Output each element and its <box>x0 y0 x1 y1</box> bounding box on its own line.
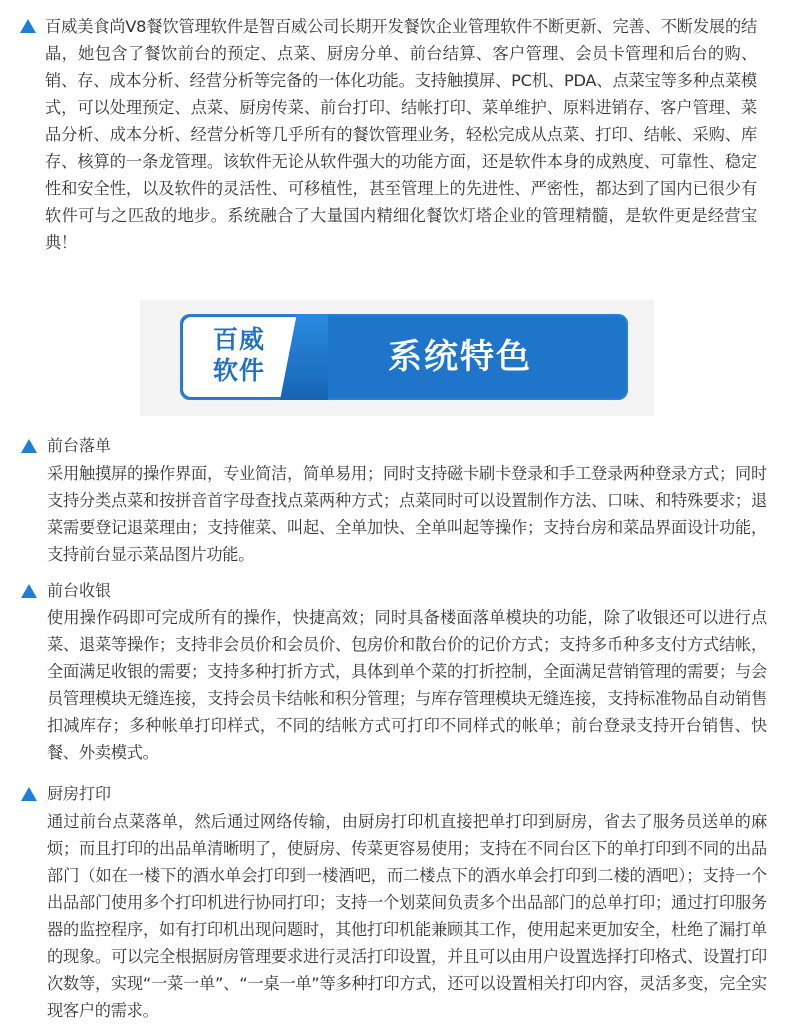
triangle-bullet-icon <box>21 439 37 453</box>
banner-box <box>180 314 628 400</box>
banner-logo-line1: 百威 <box>212 325 265 354</box>
banner-logo <box>194 324 284 386</box>
triangle-bullet-icon <box>21 787 37 801</box>
section-title: 厨房打印 <box>47 784 112 803</box>
section-body: 采用触摸屏的操作界面，专业简洁，简单易用；同时支持磁卡刷卡登录和手工登录两种登录方式；同时支持分类点菜和按拼音首字母查找点菜两种方式；点菜同时可以设置制作方法、口味、和特殊要求；退菜需要登记退菜理由；支持催菜、叫起、全单加快、全单叫起等操作；支持台房和菜品界面设计功能，支持前台显示菜品图片功能。 <box>47 464 767 564</box>
section-body: 使用操作码即可完成所有的操作，快捷高效；同时具备楼面落单模块的功能，除了收银还可以进行点菜、退菜等操作；支持非会员价和会员价、包房价和散台价的记价方式；支持多币种多支付方式结帐，全面满足收银的需要；支持多种打折方式，具体到单个菜的打折控制，全面满足营销管理的需要；与会员管理模块无缝连接，支持会员卡结帐和积分管理；与库存管理模块无缝连接，支持标准物品自动销售扣减库存；多种帐单打印样式，不同的结帐方式可打印不同样式的帐单；前台登录支持开台销售、快餐、外卖模式。 <box>47 608 767 762</box>
triangle-bullet-icon <box>21 584 37 598</box>
section-title: 前台落单 <box>47 436 112 455</box>
banner-title: 系统特色 <box>388 337 532 377</box>
intro-text: 百威美食尚V8餐饮管理软件是智百威公司长期开发餐饮企业管理软件不断更新、完善、不断发展的结晶，她包含了餐饮前台的预定、点菜、厨房分单、前台结算、客户管理、会员卡管理和后台的购、销、存、成本分析、经营分析等完备的一体化功能。支持触摸屏、PC机、PDA、点菜宝等多种点菜模式，可以处理预定、点菜、厨房传菜、前台打印、结帐打印、菜单维护、原料进销存、客户管理、菜品分析、成本分析、经营分析等几乎所有的餐饮管理业务，轻松完成从点菜、打印、结帐、采购、库存、核算的一条龙管理。该软件无论从软件强大的功能方面，还是软件本身的成熟度、可靠性、稳定性和安全性，以及软件的灵活性、可移植性，甚至管理上的先进性、严密性，都达到了国内已很少有软件可与之匹敌的地步。系统融合了大量国内精细化餐饮灯塔企业的管理精髓，是软件更是经营宝典！ <box>45 17 757 252</box>
section-body: 通过前台点菜落单，然后通过网络传输，由厨房打印机直接把单打印到厨房，省去了服务员送单的麻烦；而且打印的出品单清晰明了，使厨房、传菜更容易使用；支持在不同台区下的单打印到不同的出品部门（如在一楼下的酒水单会打印到一楼酒吧，而二楼点下的酒水单会打印到二楼的酒吧）；支持一个出品部门使用多个打印机进行协同打印；支持一个划菜间负责多个出品部门的总单打印；通过打印服务器的监控程序，如有打印机出现问题时，其他打印机能兼顾其工作，使用起来更加安全，杜绝了漏打单的现象。可以完全根据厨房管理要求进行灵活打印设置，并且可以由用户设置选择打印格式、设置打印次数等，实现“一菜一单”、“一桌一单”等多种打印方式，还可以设置相关打印内容，灵活多变，完全实现客户的需求。 <box>47 812 767 1020</box>
section-title: 前台收银 <box>47 581 112 600</box>
triangle-bullet-icon <box>20 19 36 33</box>
banner-logo-line2: 软件 <box>212 356 265 385</box>
